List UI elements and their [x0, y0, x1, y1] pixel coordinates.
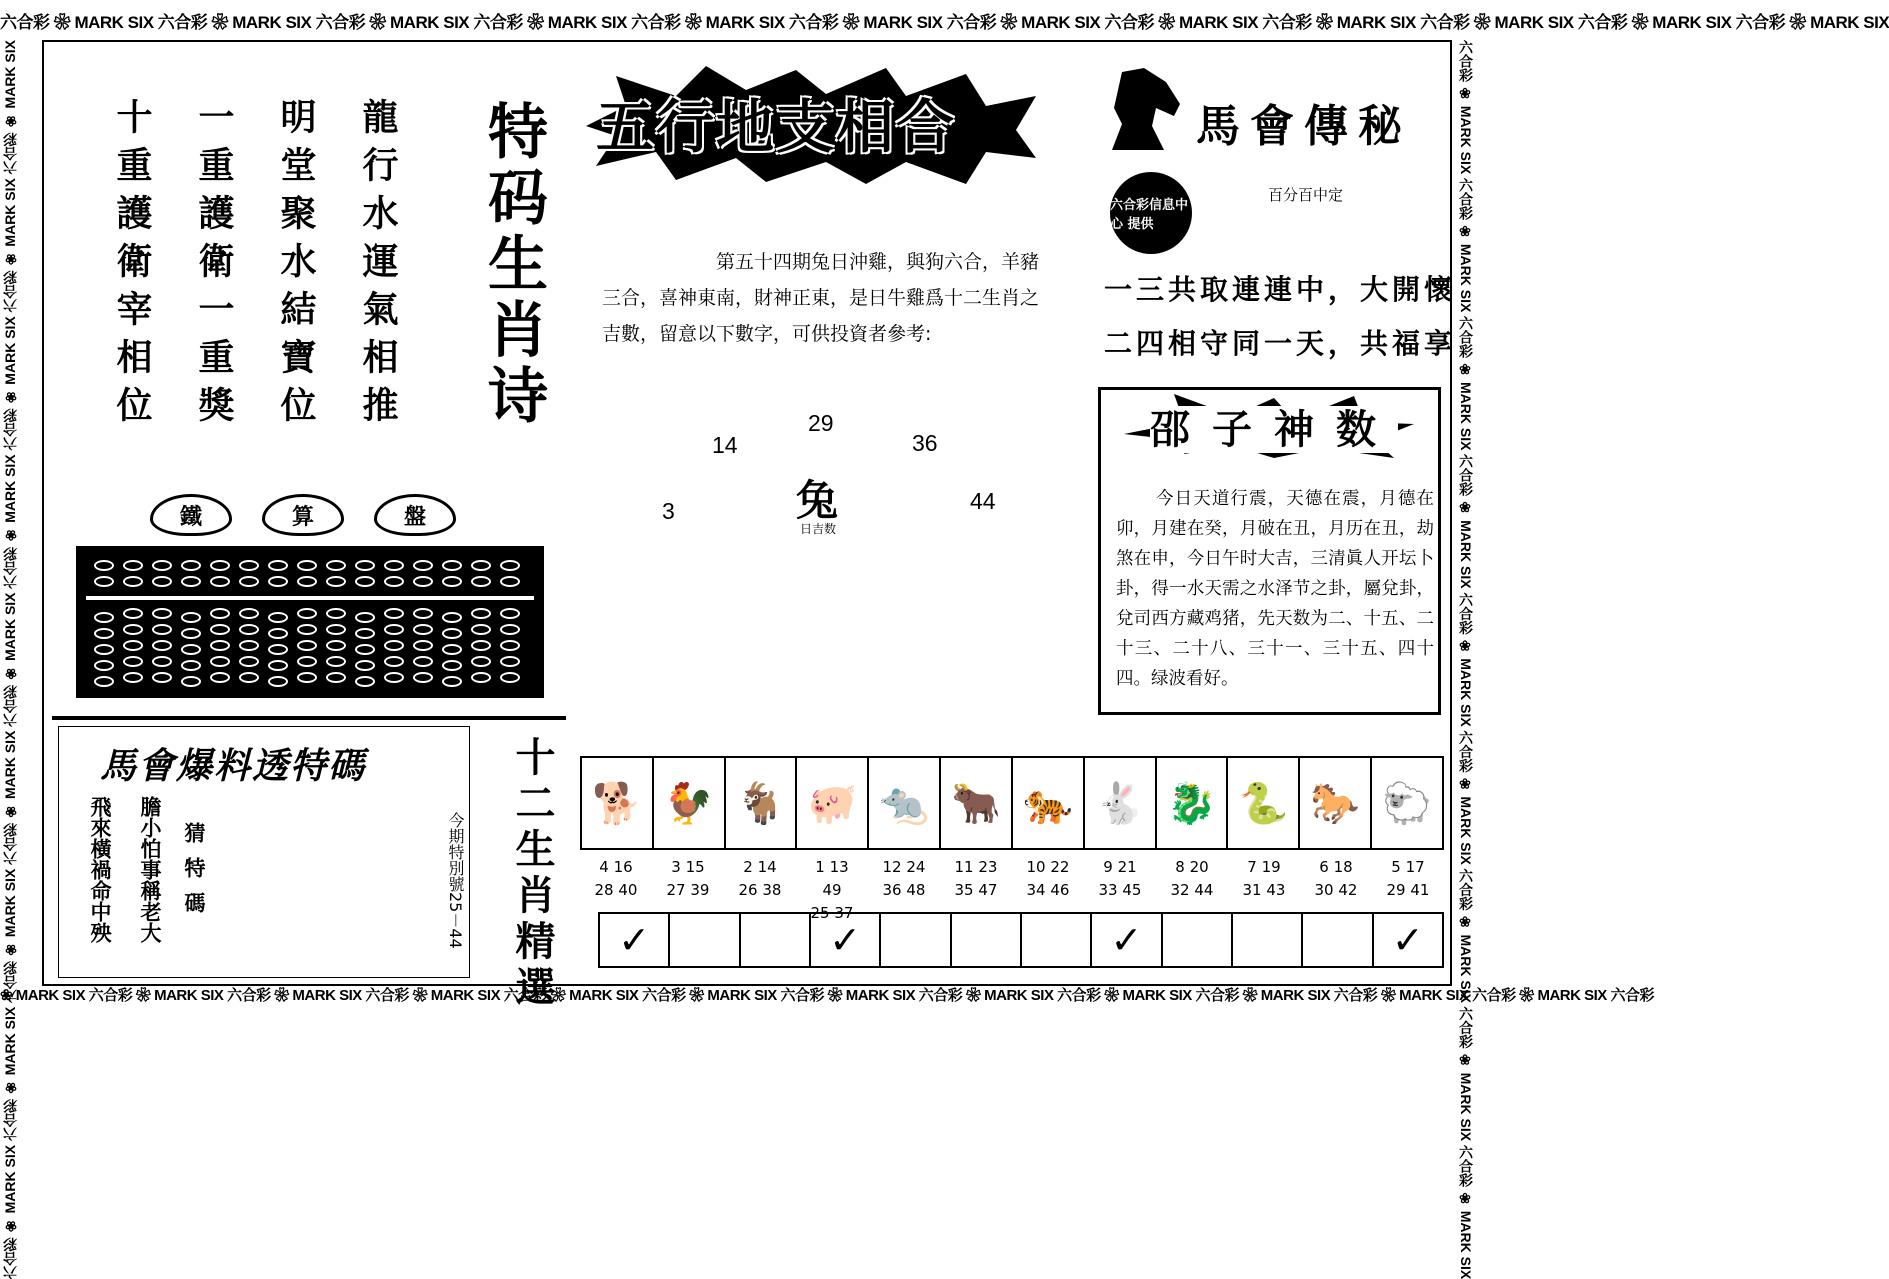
lucky-number: 29: [808, 410, 834, 436]
abacus-bead: [413, 608, 433, 619]
empty-check-cell: [1303, 914, 1373, 966]
zodiac-number-line: 11 23: [954, 858, 998, 876]
abacus-bead: [239, 672, 259, 683]
abacus-bead: [181, 628, 201, 639]
abacus-bead: [94, 644, 114, 655]
abacus-bead: [471, 560, 491, 571]
abacus-bead: [268, 560, 288, 571]
ox-icon: 🐂: [941, 758, 1013, 848]
abacus-bead: [94, 676, 114, 687]
ingot-label: 盤: [374, 494, 456, 536]
zodiac-number-line: 36 48: [882, 881, 926, 899]
zodiac-number-line: 8 20: [1175, 858, 1209, 876]
news-verse-1: 飛來橫禍命中殃: [88, 796, 113, 943]
abacus-bead: [152, 624, 172, 635]
zodiac-number-line: 32 44: [1170, 881, 1214, 899]
abacus-bead: [384, 576, 404, 587]
border-bottom: [0, 984, 1654, 1014]
lucky-number: 36: [912, 430, 938, 456]
abacus-bead: [123, 608, 143, 619]
snake-icon: 🐍: [1228, 758, 1300, 848]
hk-line-2: 二四相守同一天，共福享: [1104, 327, 1457, 360]
empty-check-cell: [1233, 914, 1303, 966]
rabbit-icon: 🐇: [1085, 758, 1157, 848]
ingot-label: 鐵: [150, 494, 232, 536]
abacus-bead: [181, 576, 201, 587]
zodiac-number-line: 2 14: [743, 858, 777, 876]
poem-title: 特码生肖诗: [478, 100, 548, 430]
abacus-bead: [152, 608, 172, 619]
abacus-bead: [326, 672, 346, 683]
zodiac-number-line: 28 40: [594, 881, 638, 899]
poem-block: [110, 98, 400, 434]
zodiac-grid: [580, 756, 1444, 850]
check-mark-icon: ✓: [600, 914, 670, 966]
abacus-bead: [152, 560, 172, 571]
abacus-bead: [355, 560, 375, 571]
empty-check-cell: [1022, 914, 1092, 966]
hk-title: 馬會傳秘: [1196, 101, 1412, 152]
abacus-bead: [471, 576, 491, 587]
goat-icon: 🐐: [726, 758, 798, 848]
abacus-bead: [152, 640, 172, 651]
abacus-bead: [181, 560, 201, 571]
abacus-bead: [500, 640, 520, 651]
abacus-bead: [413, 576, 433, 587]
abacus-bead: [384, 624, 404, 635]
zodiac-number-line: 30 42: [1314, 881, 1358, 899]
abacus-bead: [384, 640, 404, 651]
abacus-bead: [239, 608, 259, 619]
intro-paragraph: 第五十四期兔日沖雞，與狗六合，羊豬三合，喜神東南，財神正東，是日牛雞爲十二生肖之吉數，留意以下數字，可供投資者參考:: [602, 251, 1040, 345]
abacus-bead: [152, 576, 172, 587]
abacus-bead: [326, 656, 346, 667]
rabbit-subtitle: 日吉数: [800, 522, 837, 536]
news-verse-2: 膽小怕事稱老大: [138, 796, 163, 943]
pig-icon: 🐖: [797, 758, 869, 848]
border-top-text: 六合彩 ❀ MARK SIX 六合彩 ❀ MARK SIX 六合彩 ❀ MARK SIX 六合彩 ❀ MARK SIX 六合彩 ❀ MARK SIX 六合彩 ❀ MARK SIX 六合彩 ❀ MARK SIX 六合彩 ❀ MARK SIX 六合彩 ❀ MARK SIX 六合彩 ❀ MARK SIX 六合彩 ❀ MARK SIX 六合彩 ❀ MARK SIX: [0, 13, 1889, 32]
abacus-image: [76, 546, 544, 698]
abacus-bead: [413, 560, 433, 571]
abacus-bead: [297, 656, 317, 667]
abacus-bead: [268, 612, 288, 623]
hk-subtitle: 百分百中定: [1268, 186, 1344, 204]
abacus-bead: [297, 672, 317, 683]
abacus-bead: [123, 672, 143, 683]
empty-check-cell: [1163, 914, 1233, 966]
zodiac-number-line: 33 45: [1098, 881, 1142, 899]
shao-paragraph: 今日天道行震，天德在震，月德在卯，月建在癸，月破在丑，月历在丑，劫煞在申，今日午时大吉，三清眞人开坛卜卦，得一水天需之水泽节之卦，屬兌卦，兌司西方藏鸡猪，先天数为二、十五、二十三、二十八、三十一、三十五、四十四。绿波看好。: [1116, 489, 1434, 689]
abacus-bead: [413, 672, 433, 683]
zodiac-number-line: 5 17: [1391, 858, 1425, 876]
empty-check-cell: [952, 914, 1022, 966]
abacus-bead: [500, 560, 520, 571]
border-right-text: 六合彩 ❀ MARK SIX 六合彩 ❀ MARK SIX 六合彩 ❀ MARK SIX 六合彩 ❀ MARK SIX 六合彩 ❀ MARK SIX 六合彩 ❀ MARK SIX 六合彩 ❀ MARK SIX 六合彩 ❀ MARK SIX 六合彩 ❀ MARK SIX: [1458, 40, 1474, 1279]
abacus-bead: [210, 672, 230, 683]
shao-title-text: 邵子神数: [1150, 406, 1398, 453]
abacus-bead: [181, 660, 201, 671]
hk-line-1: 一三共取連連中，大開懷: [1104, 273, 1457, 306]
abacus-bead: [94, 628, 114, 639]
abacus-bead: [355, 644, 375, 655]
horse-head-icon: [1104, 64, 1188, 154]
abacus-bead: [210, 656, 230, 667]
abacus-bead: [268, 660, 288, 671]
abacus-bead: [210, 624, 230, 635]
abacus-bead: [384, 672, 404, 683]
abacus-bead: [471, 624, 491, 635]
abacus-bead: [268, 676, 288, 687]
abacus-bead: [442, 576, 462, 587]
zodiac-number-line: 34 46: [1026, 881, 1070, 899]
zodiac-number-line: 6 18: [1319, 858, 1353, 876]
abacus-bead: [471, 608, 491, 619]
news-title: 馬會爆料透特碼: [100, 745, 367, 787]
abacus-bead: [268, 628, 288, 639]
banner-title: 五行地支相合: [596, 93, 957, 161]
abacus-bead: [500, 576, 520, 587]
abacus-bead: [442, 560, 462, 571]
abacus-bead: [384, 656, 404, 667]
abacus-bead: [123, 560, 143, 571]
zodiac-number-line: 27 39: [666, 881, 710, 899]
abacus-bead: [355, 576, 375, 587]
poem-column: 十重護衛宰相位: [111, 98, 153, 434]
empty-check-cell: [881, 914, 951, 966]
abacus-bead: [210, 576, 230, 587]
abacus-bead: [210, 560, 230, 571]
abacus-bead: [326, 560, 346, 571]
dragon-icon: 🐉: [1157, 758, 1229, 848]
abacus-bead: [442, 612, 462, 623]
poem-column: 龍行水運氣相推: [357, 98, 399, 434]
abacus-bead: [239, 640, 259, 651]
abacus-bead: [94, 560, 114, 571]
abacus-bead: [355, 628, 375, 639]
lucky-number: 3: [662, 498, 675, 524]
abacus-bead: [210, 640, 230, 651]
zodiac-number-line: 25 37: [810, 904, 854, 922]
shao-title: [1150, 398, 1398, 455]
abacus-bead: [355, 612, 375, 623]
abacus-bead: [413, 656, 433, 667]
abacus-bead: [94, 576, 114, 587]
abacus-bead: [471, 640, 491, 651]
abacus-bead: [210, 608, 230, 619]
zodiac-number-line: 1 13: [815, 858, 849, 876]
seal-stamp: [1110, 172, 1192, 254]
abacus-bead: [326, 624, 346, 635]
zodiac-number-line: 3 15: [671, 858, 705, 876]
abacus-bead: [297, 576, 317, 587]
zodiac-number-line: 12 24: [882, 858, 926, 876]
abacus-bead: [181, 676, 201, 687]
abacus-bead: [500, 672, 520, 683]
abacus-bead: [500, 624, 520, 635]
zodiac-number-line: 9 21: [1103, 858, 1137, 876]
check-mark-icon: ✓: [811, 914, 881, 966]
check-mark-icon: ✓: [1092, 914, 1162, 966]
zodiac-checks-row: [598, 912, 1444, 968]
rat-icon: 🐀: [869, 758, 941, 848]
abacus-bead: [500, 608, 520, 619]
abacus-bead: [181, 644, 201, 655]
abacus-bead: [297, 608, 317, 619]
abacus-beam: [86, 596, 534, 600]
abacus-bead: [94, 660, 114, 671]
poem-column: 一重護衛一重獎: [193, 98, 235, 434]
abacus-bead: [384, 560, 404, 571]
border-left: [0, 40, 32, 1279]
lucky-number: 14: [712, 432, 738, 458]
abacus-bead: [500, 656, 520, 667]
abacus-bead: [181, 612, 201, 623]
abacus-bead: [471, 672, 491, 683]
zodiac-number-line: 7 19: [1247, 858, 1281, 876]
zodiac-number-line: 49: [822, 881, 842, 899]
abacus-bead: [442, 628, 462, 639]
border-left-text: 六合彩 ❀ MARK SIX 六合彩 ❀ MARK SIX 六合彩 ❀ MARK SIX 六合彩 ❀ MARK SIX 六合彩 ❀ MARK SIX 六合彩 ❀ MARK SIX 六合彩 ❀ MARK SIX 六合彩 ❀ MARK SIX 六合彩 ❀ MARK SIX: [2, 40, 18, 1279]
border-right: [1456, 40, 1488, 1279]
abacus-bead: [442, 676, 462, 687]
abacus-bead: [152, 656, 172, 667]
zodiac-number-line: 4 16: [599, 858, 633, 876]
abacus-bead: [152, 672, 172, 683]
abacus-bead: [268, 576, 288, 587]
special-number-note: 今期特別號25－44: [446, 812, 465, 949]
abacus-bead: [471, 656, 491, 667]
abacus-bead: [384, 608, 404, 619]
lucky-number: 44: [970, 488, 996, 514]
abacus-bead: [94, 612, 114, 623]
zodiac-number-line: 10 22: [1026, 858, 1070, 876]
abacus-bead: [268, 644, 288, 655]
abacus-bead: [355, 676, 375, 687]
abacus-bead: [413, 640, 433, 651]
zodiac-number-line: 35 47: [954, 881, 998, 899]
zodiac-number-line: 31 43: [1242, 881, 1286, 899]
abacus-bead: [123, 640, 143, 651]
poem-column: 明堂聚水結寶位: [275, 98, 317, 434]
abacus-bead: [239, 656, 259, 667]
abacus-bead: [297, 560, 317, 571]
seal-text: 六合彩信息中心 提供: [1110, 198, 1189, 232]
abacus-bead: [297, 640, 317, 651]
news-verse-3: 猜特碼: [182, 822, 207, 927]
dog-icon: 🐕: [582, 758, 654, 848]
abacus-bead: [442, 644, 462, 655]
sheep-icon: 🐑: [1382, 780, 1432, 827]
abacus-bead: [123, 624, 143, 635]
zodiac-number-line: 29 41: [1386, 881, 1430, 899]
abacus-bead: [413, 624, 433, 635]
check-mark-icon: ✓: [1391, 918, 1424, 962]
rabbit-character: 兔: [796, 476, 839, 525]
abacus-bead: [123, 656, 143, 667]
abacus-bead: [355, 660, 375, 671]
abacus-bead: [326, 640, 346, 651]
abacus-bead: [239, 560, 259, 571]
ingot-label: 算: [262, 494, 344, 536]
abacus-bead: [326, 608, 346, 619]
empty-check-cell: [670, 914, 740, 966]
horse-icon: 🐎: [1300, 758, 1372, 848]
abacus-bead: [123, 576, 143, 587]
abacus-bead: [239, 576, 259, 587]
abacus-labels: [150, 494, 456, 536]
rooster-icon: 🐓: [654, 758, 726, 848]
border-bottom-text: ❀ MARK SIX 六合彩 ❀ MARK SIX 六合彩 ❀ MARK SIX 六合彩 ❀ MARK SIX 六合彩 ❀ MARK SIX 六合彩 ❀ MARK SIX 六合彩 ❀ MARK SIX 六合彩 ❀ MARK SIX 六合彩 ❀ MARK SIX 六合彩 ❀ MARK SIX 六合彩 ❀ MARK SIX 六合彩 ❀ MARK SIX 六合彩: [0, 987, 1654, 1004]
empty-check-cell: [741, 914, 811, 966]
abacus-bead: [239, 624, 259, 635]
abacus-bead: [297, 624, 317, 635]
zodiac-number-line: 26 38: [738, 881, 782, 899]
abacus-bead: [326, 576, 346, 587]
tiger-icon: 🐅: [1013, 758, 1085, 848]
zodiac-section-title: 十二生肖精選: [509, 736, 556, 1012]
abacus-bead: [442, 660, 462, 671]
